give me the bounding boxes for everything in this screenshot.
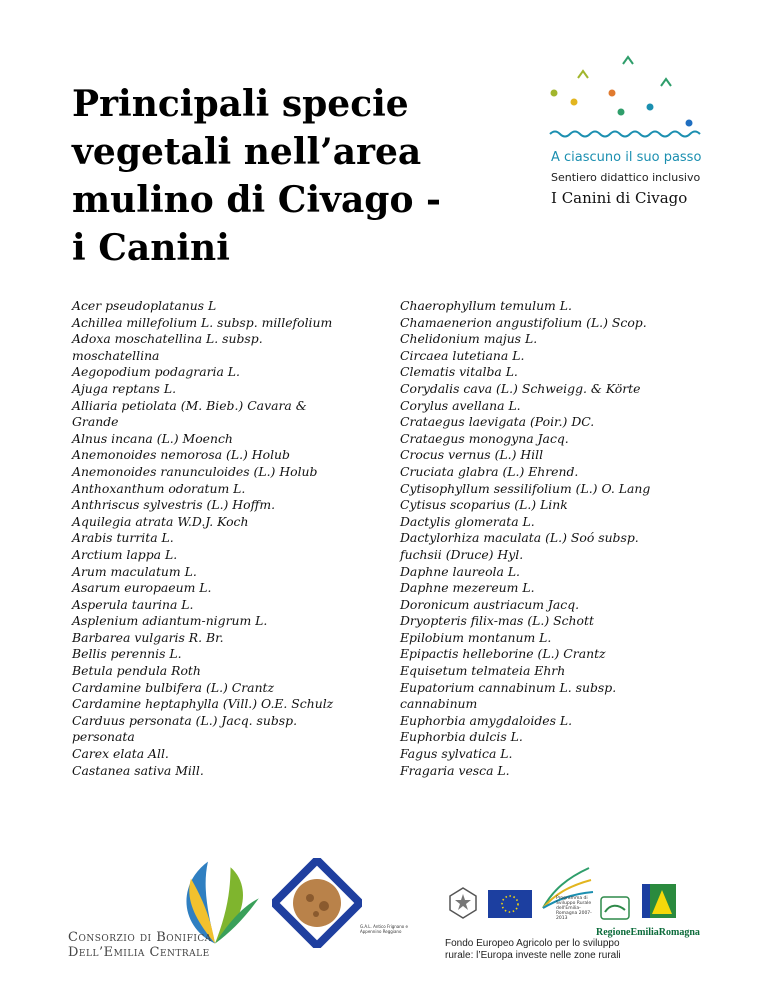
title-line: i Canini (72, 227, 230, 269)
logo-tagline: A ciascuno il suo passo (551, 150, 702, 165)
species-line: Doronicum austriacum Jacq. (400, 596, 580, 612)
species-line: Crataegus monogyna Jacq. (400, 430, 569, 446)
species-line: Euphorbia dulcis L. (400, 729, 523, 745)
species-line: Bellis perennis L. (72, 646, 182, 662)
consorzio-line1: Consorzio di Bonifica (68, 930, 212, 945)
species-line: Asperula taurina L. (72, 596, 194, 612)
species-list-left (72, 298, 382, 779)
species-line: Arabis turrita L. (72, 530, 174, 546)
psr-caption: Programma di Sviluppo Rurale dell'Emilia-Romagna 2007-2013 (556, 896, 592, 921)
logo-subtitle: Sentiero didattico inclusivo (551, 171, 701, 184)
species-line: Fragaria vesca L. (400, 762, 510, 778)
leader-flag-icon (640, 880, 680, 920)
species-line: Acer pseudoplatanus L (72, 298, 217, 313)
species-line: Chamaenerion angustifolium (L.) Scop. (400, 314, 647, 330)
species-line: Anemonoides nemorosa (L.) Holub (72, 447, 290, 463)
species-line: Dryopteris filix-mas (L.) Schott (400, 613, 594, 629)
species-line: Anthriscus sylvestris (L.) Hoffm. (72, 497, 276, 513)
species-line: Eupatorium cannabinum L. subsp. (400, 679, 617, 695)
species-line: Aquilegia atrata W.D.J. Koch (72, 513, 249, 529)
species-line: Daphne laureola L. (400, 563, 520, 579)
species-line: Alliaria petiolata (M. Bieb.) Cavara & (72, 397, 307, 413)
regione-logo: RegioneEmiliaRomagna (596, 927, 700, 938)
species-line: Chelidonium majus L. (400, 331, 538, 347)
species-line: Castanea sativa Mill. (72, 762, 204, 778)
feasr-line1: Fondo Europeo Agricolo per lo sviluppo (445, 938, 620, 949)
page-title (72, 80, 441, 272)
consorzio-text (68, 930, 212, 960)
species-line: Asarum europaeum L. (72, 580, 212, 596)
species-line: Aegopodium podagraria L. (72, 364, 240, 380)
species-line: Ajuga reptans L. (72, 380, 177, 396)
gal-caption: G.A.L. Antico Frignano e Appennino Reggiano (360, 924, 408, 934)
species-line: Chaerophyllum temulum L. (400, 298, 572, 313)
species-line: Barbarea vulgaris R. Br. (72, 629, 224, 645)
species-line: fuchsii (Druce) Hyl. (400, 546, 524, 562)
species-line: Dactylis glomerata L. (400, 513, 535, 529)
species-line: Asplenium adiantum-nigrum L. (72, 613, 268, 629)
species-line: Anthoxanthum odoratum L. (72, 480, 246, 496)
logo-mountains-icon (548, 50, 708, 150)
species-line: Arum maculatum L. (72, 563, 197, 579)
logo-name: I Canini di Civago (551, 189, 688, 207)
species-line: Crataegus laevigata (Poir.) DC. (400, 414, 595, 430)
species-line: Euphorbia amygdaloides L. (400, 712, 573, 728)
species-line: Daphne mezereum L. (400, 580, 535, 596)
species-line: cannabinum (400, 696, 478, 712)
species-line: Carex elata All. (72, 746, 169, 762)
consorzio-line2: Dell’Emilia Centrale (68, 945, 210, 960)
species-line: Cytisophyllum sessilifolium (L.) O. Lang (400, 480, 651, 496)
species-line: Arctium lappa L. (72, 546, 178, 562)
feasr-line2: rurale: l’Europa investe nelle zone rurali (445, 950, 621, 961)
species-line: Cardamine bulbifera (L.) Crantz (72, 679, 275, 695)
species-line: Adoxa moschatellina L. subsp. (72, 331, 263, 347)
species-line: Cytisus scoparius (L.) Link (400, 497, 568, 513)
species-line: Cruciata glabra (L.) Ehrend. (400, 463, 579, 479)
title-line: mulino di Civago - (72, 179, 441, 221)
gal-emblem-icon (272, 858, 362, 948)
species-line: Cardamine heptaphylla (Vill.) O.E. Schulz (72, 696, 334, 712)
eu-flag-icon (488, 890, 532, 918)
species-line: Equisetum telmateia Ehrh (400, 663, 566, 679)
species-line: Grande (72, 414, 119, 430)
species-line: Corydalis cava (L.) Schweigg. & Körte (400, 380, 641, 396)
species-line: moschatellina (72, 347, 160, 363)
species-line: Betula pendula Roth (72, 663, 201, 679)
title-line: Principali specie (72, 83, 409, 125)
species-line: personata (72, 729, 135, 745)
species-line: Dactylorhiza maculata (L.) Soó subsp. (400, 530, 639, 546)
species-line: Fagus sylvatica L. (400, 746, 513, 762)
species-line: Carduus personata (L.) Jacq. subsp. (72, 712, 298, 728)
feasr-caption (445, 938, 625, 962)
species-list-right (400, 298, 710, 779)
species-line: Epipactis helleborine (L.) Crantz (400, 646, 606, 662)
species-line: Alnus incana (L.) Moench (72, 430, 233, 446)
species-line: Crocus vernus (L.) Hill (400, 447, 544, 463)
species-line: Clematis vitalba L. (400, 364, 518, 380)
species-line: Anemonoides ranunculoides (L.) Holub (72, 463, 318, 479)
species-line: Circaea lutetiana L. (400, 347, 525, 363)
species-line: Corylus avellana L. (400, 397, 521, 413)
species-line: Achillea millefolium L. subsp. millefolium (72, 314, 333, 330)
title-line: vegetali nell’area (72, 131, 422, 173)
logo-text (551, 150, 711, 207)
agriculture-logo-icon (600, 896, 630, 920)
italy-emblem-icon (448, 886, 478, 920)
species-line: Epilobium montanum L. (400, 629, 552, 645)
